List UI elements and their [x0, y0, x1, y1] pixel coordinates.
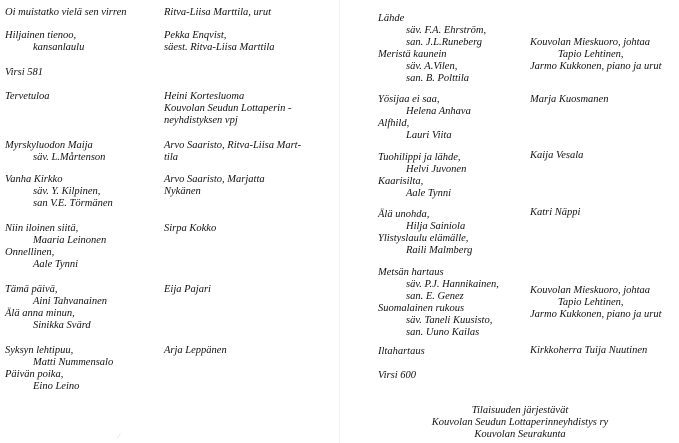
performer: Marja Kuosmanen	[530, 94, 609, 105]
performer: Katri Näppi	[530, 207, 581, 218]
left-page	[0, 0, 339, 443]
work-credit: Helvi Juvonen	[406, 164, 467, 175]
performer: Jarmo Kukkonen, piano ja urut	[530, 61, 662, 72]
work-title: Metsän hartaus	[378, 267, 444, 278]
work-title: Alfhild,	[378, 118, 410, 129]
work-credit: Maaria Leinonen	[33, 235, 107, 246]
performer: Nykänen	[164, 186, 201, 197]
work-credit: san. J.L.Runeberg	[406, 37, 483, 48]
performer: Kirkkoherra Tuija Nuutinen	[530, 345, 648, 356]
work-title: Syksyn lehtipuu,	[5, 345, 74, 356]
performer: Tapio Lehtinen,	[558, 49, 624, 60]
performer: tila	[164, 152, 179, 163]
work-credit: Sinikka Svärd	[33, 320, 91, 331]
work-title: Iltahartaus	[378, 346, 425, 357]
performer: säest. Ritva-Liisa Marttila	[164, 42, 275, 53]
work-credit: Aini Tahvanainen	[33, 296, 107, 307]
performer: Ritva-Liisa Marttila, urut	[164, 7, 272, 18]
work-title: Kaarisilta,	[378, 176, 424, 187]
performer: Heini Kortesluoma	[164, 91, 245, 102]
performer: Eija Pajari	[164, 284, 211, 295]
work-title: Oi muistatko vielä sen virren	[5, 7, 127, 18]
work-credit: san V.E. Törmänen	[33, 198, 113, 209]
work-credit: säv. Y. Kilpinen,	[33, 186, 101, 197]
work-title: Yösijaa ei saa,	[378, 94, 440, 105]
work-title: Onnellinen,	[5, 247, 55, 258]
performer: Jarmo Kukkonen, piano ja urut	[530, 309, 662, 320]
performer: Arvo Saaristo, Ritva-Liisa Mart-	[164, 140, 302, 151]
performer: Arvo Saaristo, Marjatta	[164, 174, 265, 185]
work-title: Virsi 581	[5, 67, 44, 78]
performer: Kouvolan Mieskuoro, johtaa	[530, 285, 651, 296]
work-credit: kansanlaulu	[33, 42, 85, 53]
work-title: Älä anna minun,	[5, 308, 75, 319]
work-title: Suomalainen rukous	[378, 303, 465, 314]
work-title: Myrskyluodon Maija	[5, 140, 93, 151]
work-credit: san. E. Genez	[406, 291, 464, 302]
performer: neyhdistyksen vpj	[164, 115, 238, 126]
work-credit: Helena Anhava	[406, 106, 471, 117]
work-credit: säv. F.A. Ehrström,	[406, 25, 487, 36]
work-title: Hiljainen tienoo,	[5, 30, 77, 41]
work-credit: Raili Malmberg	[406, 245, 473, 256]
work-credit: san. Uuno Kailas	[406, 327, 480, 338]
work-title: Virsi 600	[378, 370, 417, 381]
performer: Kouvolan Mieskuoro, johtaa	[530, 37, 651, 48]
work-title: Ylistyslaulu elämälle,	[378, 233, 469, 244]
footer-line: Tilaisuuden järjestävät	[471, 405, 569, 416]
work-title: Niin iloinen siitä,	[5, 223, 79, 234]
work-title: Tämä päivä,	[5, 284, 58, 295]
work-title: Lähde	[378, 13, 405, 24]
performer: Sirpa Kokko	[164, 223, 217, 234]
work-credit: Eino Leino	[33, 381, 80, 392]
work-credit: Hilja Sainiola	[406, 221, 466, 232]
work-title: Päivän poika,	[5, 369, 64, 380]
work-credit: san. B. Polttila	[406, 73, 469, 84]
right-page	[340, 0, 679, 443]
work-credit: Aale Tynni	[406, 188, 452, 199]
performer: Arja Leppänen	[164, 345, 227, 356]
performer: Kouvolan Seudun Lottaperin -	[164, 103, 292, 114]
work-credit: säv. P.J. Hannikainen,	[406, 279, 499, 290]
work-title: Tervetuloa	[5, 91, 50, 102]
performer: Kaija Vesala	[530, 150, 584, 161]
paper-mark: ⁄	[118, 432, 120, 441]
work-credit: säv. A.Vilen,	[406, 61, 458, 72]
work-title: Meristä kaunein	[378, 49, 447, 60]
footer-line: Kouvolan Seudun Lottaperinneyhdistys ry	[431, 417, 609, 428]
work-credit: Lauri Viita	[406, 130, 452, 141]
work-credit: Aale Tynni	[33, 259, 79, 270]
performer: Tapio Lehtinen,	[558, 297, 624, 308]
work-title: Älä unohda,	[378, 209, 430, 220]
footer-line: Kouvolan Seurakunta	[474, 429, 566, 440]
work-title: Vanha Kirkko	[5, 174, 63, 185]
performer: Pekka Enqvist,	[164, 30, 227, 41]
work-credit: säv. Taneli Kuusisto,	[406, 315, 493, 326]
work-credit: Matti Nummensalo	[33, 357, 114, 368]
work-credit: säv. L.Mårtenson	[33, 152, 106, 163]
work-title: Tuohilippi ja lähde,	[378, 152, 461, 163]
